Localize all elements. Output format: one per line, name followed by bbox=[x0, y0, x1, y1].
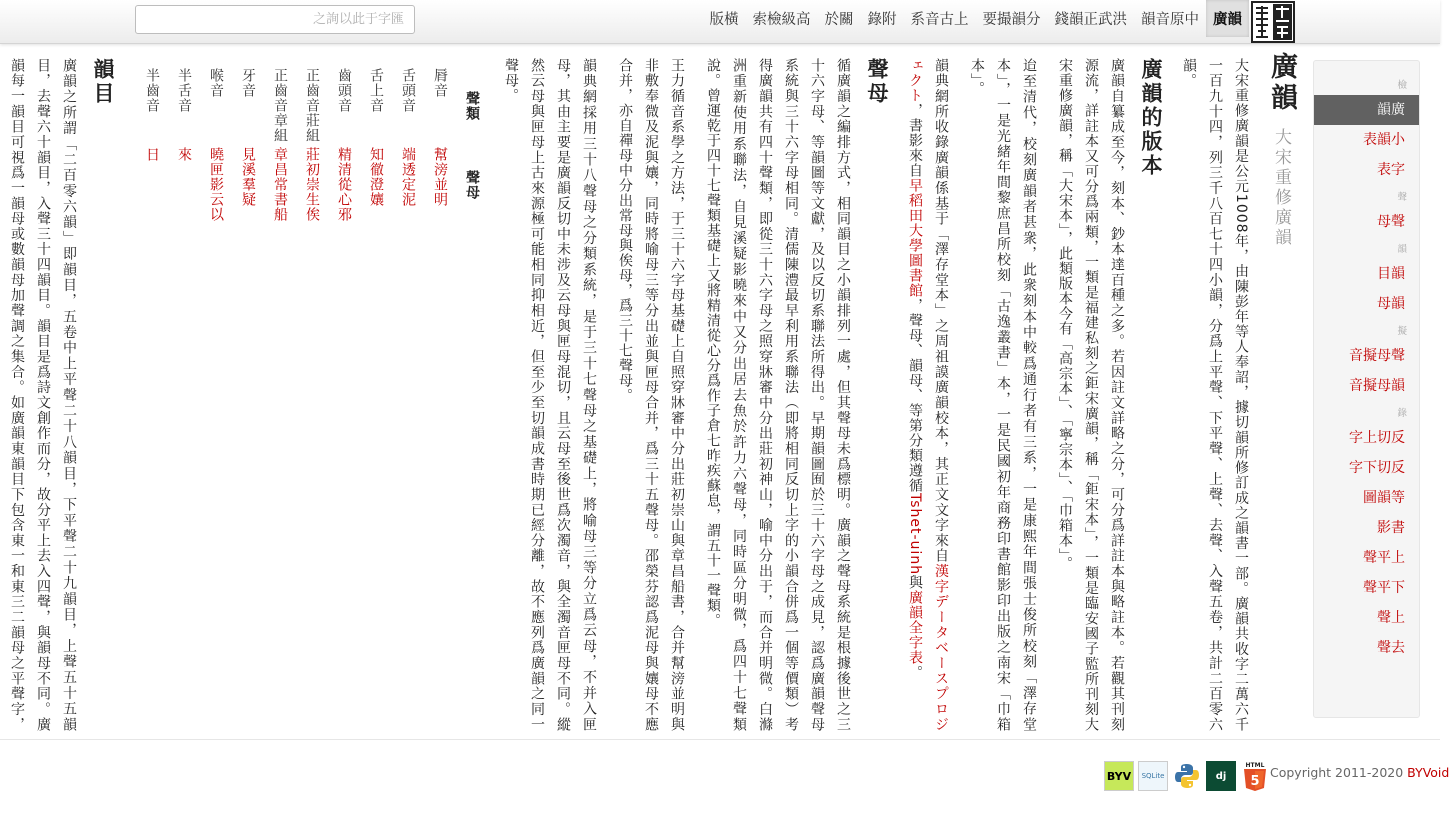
html5-icon[interactable] bbox=[1240, 761, 1270, 791]
editions-paragraph-2: 迨至清代，校刻廣韻者甚衆，此衆刻本中較爲通行者有三系，一是康熙年間張士俊所校刻「澤存堂本」，一是光緒年間黎庶昌所校刻「古逸叢書」本，一是民國初年商務印書館影印出版之南宋「巾箱本」。 bbox=[969, 58, 1037, 732]
table-row bbox=[264, 66, 296, 224]
text-span: ，聲母、韻母、等第分類遵循 bbox=[907, 298, 923, 493]
sidebar-category: 錄 bbox=[1397, 408, 1407, 419]
table-cell-initials[interactable]: 莊初崇生俟 bbox=[304, 147, 320, 222]
table-row bbox=[328, 66, 360, 224]
table-cell-class: 牙音 bbox=[240, 68, 256, 98]
intro-paragraph: 大宋重修廣韻是公元1008年，由陳彭年等人奉詔，據切韻所修訂成之韻書一部。廣韻共收字二萬六千一百九十四，列三千八百七十四小韻，分爲上平聲、下平聲、上聲、去聲、入聲五卷，共計二百零六韻。 bbox=[1181, 58, 1249, 732]
table-row bbox=[392, 66, 424, 224]
table-cell-class: 正齒音章組 bbox=[272, 68, 288, 143]
initials-paragraph-1: 循廣韻之編排方式，相同韻目之小韻排列一處，但其聲母未爲標明。廣韻之聲母系統是根據後世之三十六字母、等韻圖等文獻，及以反切系聯法所得出。早期韻圖囿於三十六字母之成見，認爲廣韻聲母系統與三十六字母相同。清儒陳澧最早利用系聯法（即將相同反切上字的小韻合併爲一個等價類）考得廣韻共有四十聲類，即從三十六字母之照穿牀審中分出莊初神山，喻中分出于，而合并明微。白滌洲重新使用系聯法，自見溪疑影曉來中又分出居去魚於許力六聲母，同時區分明微，爲四十七聲類說。曾運乾于四十七聲類基礎上又將精清從心分爲作子倉七昨疾蘇息，謂五十一聲類。 bbox=[705, 58, 851, 732]
svg-text:HTML: HTML bbox=[1245, 762, 1265, 769]
svg-text:5: 5 bbox=[1250, 774, 1260, 789]
table-header-cell: 聲類 bbox=[464, 90, 480, 121]
table-row bbox=[424, 66, 456, 224]
table-cell-initials[interactable]: 幫滂並明 bbox=[432, 147, 448, 207]
sidebar-category: 聲 bbox=[1397, 192, 1407, 203]
text-span: 。 bbox=[907, 665, 923, 681]
nav-guangyun[interactable]: 廣韻 bbox=[1206, 0, 1249, 37]
nav-appendix[interactable]: 錄附 bbox=[867, 12, 897, 28]
page-title: 廣韻 bbox=[1266, 52, 1297, 114]
sidebar-item-initials[interactable]: 母聲 bbox=[1377, 214, 1405, 230]
main-nav bbox=[703, 0, 1293, 37]
initials-table bbox=[136, 66, 488, 224]
table-cell-class: 舌上音 bbox=[368, 68, 384, 113]
sidebar-item-rhyme-heads[interactable]: 目韻 bbox=[1377, 266, 1405, 282]
footer bbox=[0, 739, 1449, 819]
article bbox=[8, 52, 1298, 732]
nav-shanggu[interactable]: 系音古上 bbox=[910, 12, 969, 28]
search-input[interactable] bbox=[135, 5, 415, 34]
table-cell-class: 脣音 bbox=[432, 68, 448, 98]
initials-paragraph-3: 韻典網採用三十八聲母之分類系統，是于三十七聲母之基礎上，將喻母三等分立爲云母，不并入匣母，其由主要是廣韻反切中未涉及云母與匣母混切，且云母至後世爲次濁音，與全濁音匣母不同。縱然云母與匣母上古來源極可能相同抑相近，但至少至切韻成書時期已經分離，故不應列爲廣韻之同一聲母。 bbox=[503, 58, 597, 732]
link-tshet-uinh[interactable]: Tshet-uinh bbox=[907, 493, 923, 576]
sidebar-category: 檢 bbox=[1397, 80, 1407, 91]
table-cell-class: 喉音 bbox=[208, 68, 224, 98]
sidebar-item-shangping[interactable]: 聲平上 bbox=[1363, 550, 1405, 566]
sidebar-item-shang[interactable]: 聲上 bbox=[1377, 610, 1405, 626]
table-cell-initials[interactable]: 精清從心邪 bbox=[336, 147, 352, 222]
table-cell-initials[interactable]: 知徹澄孃 bbox=[368, 147, 384, 207]
table-cell-initials[interactable]: 曉匣影云以 bbox=[208, 147, 224, 222]
sidebar-item-scans[interactable]: 影書 bbox=[1377, 520, 1405, 536]
django-badge-icon[interactable]: dj bbox=[1206, 761, 1236, 791]
nav-fenyun[interactable]: 要撮韻分 bbox=[982, 12, 1041, 28]
section-title-initials: 聲母 bbox=[865, 58, 889, 106]
title-block bbox=[1264, 52, 1298, 732]
table-header-row bbox=[456, 66, 488, 224]
site-logo-icon[interactable] bbox=[1250, 0, 1296, 44]
table-row bbox=[296, 66, 328, 224]
sidebar-item-rhyme-tables[interactable]: 圖韻等 bbox=[1363, 490, 1405, 506]
editions-paragraph-1: 廣韻自纂成至今，刻本、鈔本達百種之多。若因註文詳略之分，可分爲詳註本與略註本。若觀其刊刻源流，詳註本又可分爲兩類，一類是福建私刻之鉅宋廣韻，稱「鉅宋本」，一類是臨安國子監所刊刻大宋重修廣韻，稱「大宋本」，此類版本今有「高宗本」、「寧宗本」、「巾箱本」。 bbox=[1057, 58, 1125, 732]
sidebar-category: 韻 bbox=[1397, 244, 1407, 255]
table-cell-class: 齒頭音 bbox=[336, 68, 352, 113]
table-cell-initials[interactable]: 章昌常書船 bbox=[272, 147, 288, 222]
link-waseda-library[interactable]: 早稻田大學圖書館 bbox=[907, 178, 923, 298]
sidebar-item-xiaoyun-table[interactable]: 表韻小 bbox=[1363, 132, 1405, 148]
byv-badge-icon[interactable]: BYV bbox=[1104, 761, 1134, 791]
sqlite-badge-icon[interactable]: SQLite bbox=[1138, 761, 1168, 791]
python-icon[interactable] bbox=[1172, 761, 1202, 791]
table-cell-initials[interactable]: 端透定泥 bbox=[400, 147, 416, 207]
table-cell-class: 舌頭音 bbox=[400, 68, 416, 113]
sidebar-category: 擬 bbox=[1397, 326, 1407, 337]
section-title-rhymes: 韻目 bbox=[91, 58, 115, 106]
text-span: ，書影來自 bbox=[907, 103, 923, 178]
table-cell-class: 半齒音 bbox=[144, 68, 160, 113]
table-cell-class: 正齒音莊組 bbox=[304, 68, 320, 143]
sidebar-item-fanqie-lower[interactable]: 字下切反 bbox=[1349, 460, 1405, 476]
table-row bbox=[200, 66, 232, 224]
nav-about[interactable]: 於關 bbox=[824, 12, 854, 28]
nav-horizontal[interactable]: 版橫 bbox=[709, 12, 739, 28]
table-cell-initials[interactable]: 見溪羣疑 bbox=[240, 147, 256, 207]
sidebar-item-finals[interactable]: 母韻 bbox=[1377, 296, 1405, 312]
brand-link[interactable]: BYVoid bbox=[1407, 765, 1449, 780]
page-subtitle: 大宋重修廣韻 bbox=[1271, 128, 1291, 248]
table-cell-initials[interactable]: 日 bbox=[144, 147, 160, 162]
sidebar-item-guangyun[interactable]: 韻廣 bbox=[1314, 95, 1419, 125]
sidebar-item-initial-recon[interactable]: 音擬母聲 bbox=[1349, 348, 1405, 364]
table-row bbox=[360, 66, 392, 224]
badge-row bbox=[1104, 761, 1270, 791]
sidebar-item-xiaping[interactable]: 聲平下 bbox=[1363, 580, 1405, 596]
sidebar-item-char-table[interactable]: 表字 bbox=[1377, 162, 1405, 178]
table-row bbox=[168, 66, 200, 224]
sidebar-item-final-recon[interactable]: 音擬母韻 bbox=[1349, 378, 1405, 394]
link-kanji-database[interactable]: 漢字データベースプロジェクト bbox=[907, 58, 949, 733]
text-span: 韻典網所收錄廣韻係基于「澤存堂本」之周祖謨廣韻校本，其正文文字來自 bbox=[933, 58, 949, 564]
rhymes-paragraph-1: 廣韻之所謂「二百零六韻」即韻目，五卷中上平聲二十八韻目，下平聲二十九韻目，上聲五十五韻目，去聲六十韻目，入聲三十四韻目。韻目是爲詩文創作而分，故分平上去入四聲，與韻母不同。廣韻每一韻目可視爲一韻母或數韻母加聲調之集合。如廣韻東韻目下包含東一和東三二韻母之平聲字， bbox=[9, 58, 77, 732]
table-cell-class: 半舌音 bbox=[176, 68, 192, 113]
nav-hongwu[interactable]: 錢韻正武洪 bbox=[1054, 12, 1127, 28]
section-title-editions: 廣韻的版本 bbox=[1139, 58, 1163, 178]
table-row bbox=[136, 66, 168, 224]
sidebar-item-fanqie-upper[interactable]: 字上切反 bbox=[1349, 430, 1405, 446]
nav-zhongyuan[interactable]: 韻音原中 bbox=[1141, 12, 1199, 28]
link-guangyun-fulltable[interactable]: 廣韻全字表 bbox=[907, 590, 923, 666]
copyright-prefix: Copyright 2011-2020 bbox=[1270, 765, 1408, 780]
nav-advanced-search[interactable]: 索檢級高 bbox=[752, 12, 811, 28]
text-span: 與 bbox=[907, 575, 923, 591]
table-row bbox=[232, 66, 264, 224]
initials-paragraph-2: 王力循音系學之方法，于三十六字母基礎上自照穿牀審中分出莊初崇山與章昌船書，合并幫滂並明與非敷奉微及泥與孃，同時將喻母三等分出並與匣母合并，爲三十五聲母。邵榮芬認爲泥母與孃母不應合并，亦自禪母中分出常母與俟母，爲三十七聲母。 bbox=[617, 58, 685, 732]
table-cell-initials[interactable]: 來 bbox=[176, 147, 192, 162]
top-navbar bbox=[0, 0, 1440, 44]
table-header-cell: 聲母 bbox=[464, 169, 480, 200]
copyright-text bbox=[1270, 765, 1449, 780]
editions-paragraph-3 bbox=[902, 58, 954, 732]
sidebar-item-qu[interactable]: 聲去 bbox=[1377, 640, 1405, 656]
sidebar bbox=[1313, 60, 1420, 718]
